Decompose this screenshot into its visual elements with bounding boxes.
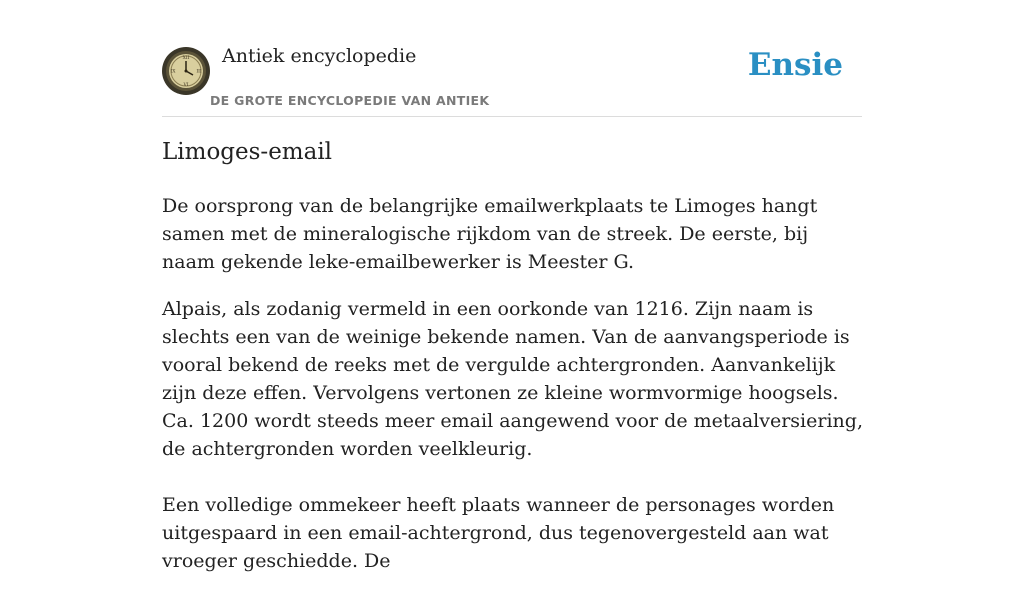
site-title[interactable]: Antiek encyclopedie (222, 45, 417, 67)
antique-clock-icon[interactable] (162, 47, 210, 95)
svg-text:XII: XII (182, 56, 190, 61)
article-paragraph: De oorsprong van de belangrijke emailwerkplaats te Limoges hangt samen met de mineralogische rijkdom van de streek. De eerste, bij naam gekende leke-emailbewerker is Meester G. (162, 195, 818, 273)
svg-text:VI: VI (183, 83, 189, 88)
svg-text:III: III (196, 69, 202, 75)
site-header (162, 0, 862, 117)
brand-logo-link[interactable]: Ensie (747, 47, 843, 83)
article-body (162, 192, 866, 594)
site-subtitle: DE GROTE ENCYCLOPEDIE VAN ANTIEK (210, 93, 490, 108)
svg-text:IX: IX (170, 69, 176, 75)
article-title: Limoges-email (162, 139, 333, 165)
article-paragraph: Alpais, als zodanig vermeld in een oorkonde van 1216. Zijn naam is slechts een van de weinige bekende namen. Van de aanvangsperiode is vooral bekend de reeks met de vergulde achtergronden. Aanvankelijk zijn deze effen. Vervolgens vertonen ze kleine wormvormige hoogsels. Ca. 1200 wordt steeds meer email aangewend voor de metaalversiering, de achtergronden worden veelkleurig. Een volledige ommekeer heeft plaats wanneer de personages worden uitgespaard in een email-achtergrond, dus tegenovergesteld aan wat vroeger geschiedde. De (162, 298, 863, 572)
